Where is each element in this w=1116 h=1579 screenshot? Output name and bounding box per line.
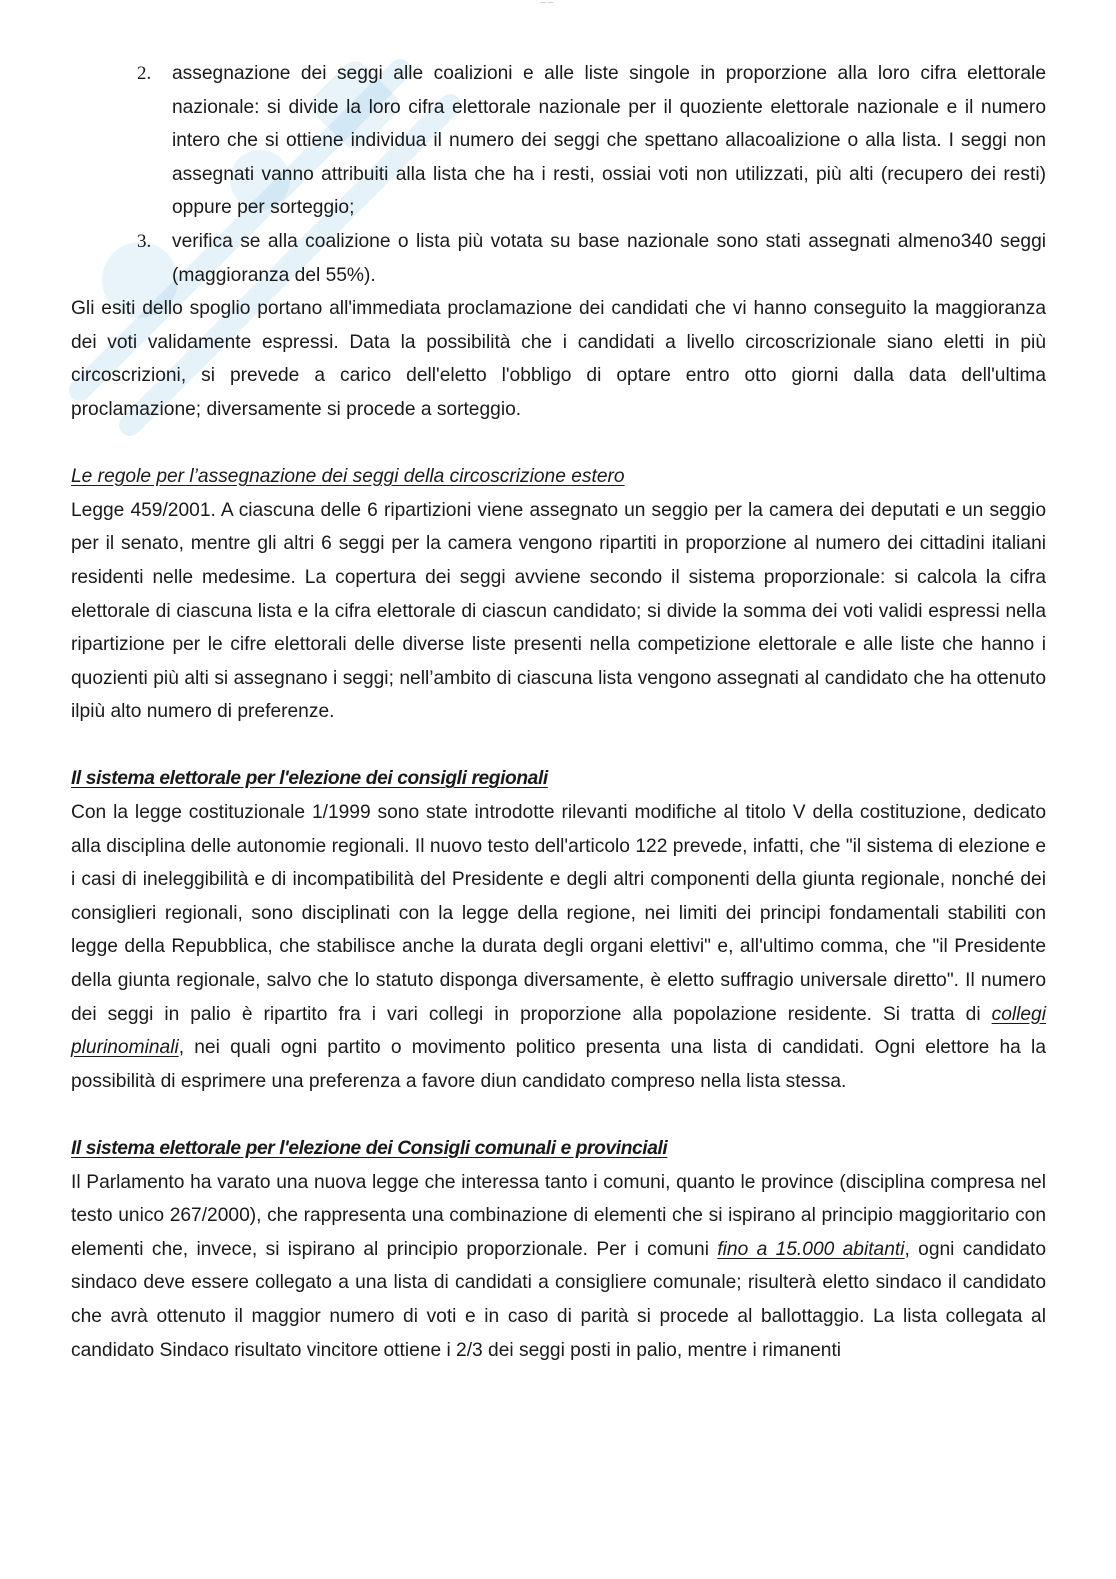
section-heading-regionali: Il sistema elettorale per l'elezione dei consigli regionali bbox=[71, 768, 548, 790]
section-heading-comunali: Il sistema elettorale per l'elezione dei Consigli comunali e provinciali bbox=[71, 1138, 668, 1159]
list-item-number: 3. bbox=[137, 230, 152, 252]
paragraph-comunali bbox=[71, 1166, 1046, 1368]
list-item-text: verifica se alla coalizione o lista più votata su base nazionale sono stati assegnati almeno340 seggi (maggioranza del 55%). bbox=[172, 230, 1046, 286]
paragraph-regionali-text: Con la legge costituzionale 1/1999 sono state introdotte rilevanti modifiche al titolo V della costituzione, dedicato alla disciplina delle autonomie regionali. Il nuovo testo dell'articolo 122 prevede, infatti, che "il sistema di elezione e i casi di ineleggibilità e di incompatibilità del Presidente e degli altri componenti della giunta regionale, nonché dei consiglieri regionali, sono disciplinati con la legge della regione, nei limiti dei principi fondamentali stabiliti con legge della Repubblica, che stabilisce anche la durata degli organi elettivi" e, all'ultimo comma, che "il Presidente della giunta regionale, salvo che lo statuto disponga diversamente, è eletto suffragio universale diretto". Il numero dei seggi in palio è ripartito fra i vari collegi in proporzione alla popolazione residente. Si tratta di bbox=[71, 802, 1046, 1025]
paragraph-regionali-text-end: , nei quali ogni partito o movimento politico presenta una lista di candidati. Ogni elettore ha la possibilità di esprimere una preferenza a favore diun candidato compreso nella lista stessa. bbox=[71, 1037, 1046, 1092]
paragraph-estero: Legge 459/2001. A ciascuna delle 6 ripartizioni viene assegnato un seggio per la camera dei deputati e un seggio per il senato, mentre gli altri 6 seggi per la camera vengono ripartiti in proporzione al numero dei cittadini italiani residenti nelle medesime. La copertura dei seggi avviene secondo il sistema proporzionale: si calcola la cifra elettorale di ciascuna lista e la cifra elettorale di ciascun candidato; si divide la somma dei voti validi espressi nella ripartizione per le cifre elettorali delle diverse liste presenti nella competizione elettorale e alle liste che hanno i quozienti più alti si assegnano i seggi; nell’ambito di ciascuna lista vengono assegnati al candidato che ha ottenuto ilpiù alto numero di preferenze. bbox=[71, 499, 1046, 723]
list-item-number: 2. bbox=[137, 63, 152, 84]
document-body bbox=[71, 57, 1046, 1367]
numbered-list bbox=[71, 57, 1046, 292]
paragraph-comunali-text: Il Parlamento ha varato una nuova legge che interessa tanto i comuni, quanto le province (disciplina compresa nel testo unico 267/2000), che rappresenta una combinazione di elementi che si ispirano al principio maggioritario con elementi che, invece, si ispirano al principio proporzionale. Per i comuni bbox=[71, 1171, 1046, 1260]
list-item bbox=[71, 225, 1046, 292]
section-heading-estero: Le regole per l’assegnazione dei seggi della circoscrizione estero bbox=[71, 466, 625, 488]
emphasis-collegi-plurinominali: collegi plurinominali bbox=[71, 1003, 1046, 1059]
paragraph-regionali bbox=[71, 796, 1046, 1098]
list-item bbox=[71, 57, 1046, 225]
header-mark: — — bbox=[540, 0, 554, 6]
paragraph-proclamazione: Gli esiti dello spoglio portano all'immediata proclamazione dei candidati che vi hanno conseguito la maggioranza dei voti validamente espressi. Data la possibilità che i candidati a livello circoscrizionale siano eletti in più circoscrizioni, si prevede a carico dell'eletto l'obbligo di optare entro otto giorni dalla data dell'ultima proclamazione; diversamente si procede a sorteggio. bbox=[71, 298, 1046, 420]
emphasis-fino-15000-abitanti: fino a 15.000 abitanti bbox=[717, 1238, 905, 1260]
list-item-text: assegnazione dei seggi alle coalizioni e alle liste singole in proporzione alla loro cifra elettorale nazionale: si divide la loro cifra elettorale nazionale per il quoziente elettorale nazionale e il numero intero che si ottiene individua il numero dei seggi che spettano allacoalizione o alla lista. I seggi non assegnati vanno attribuiti alla lista che ha i resti, ossiai voti non utilizzati, più alti (recupero dei resti) oppure per sorteggio; bbox=[172, 63, 1046, 219]
paragraph-comunali-text-end: , ogni candidato sindaco deve essere collegato a una lista di candidati a consigliere comunale; risulterà eletto sindaco il candidato che avrà ottenuto il maggior numero di voti e in caso di parità si procede al ballottaggio. La lista collegata al candidato Sindaco risultato vincitore ottiene i 2/3 dei seggi posti in palio, mentre i rimanenti bbox=[71, 1238, 1046, 1361]
